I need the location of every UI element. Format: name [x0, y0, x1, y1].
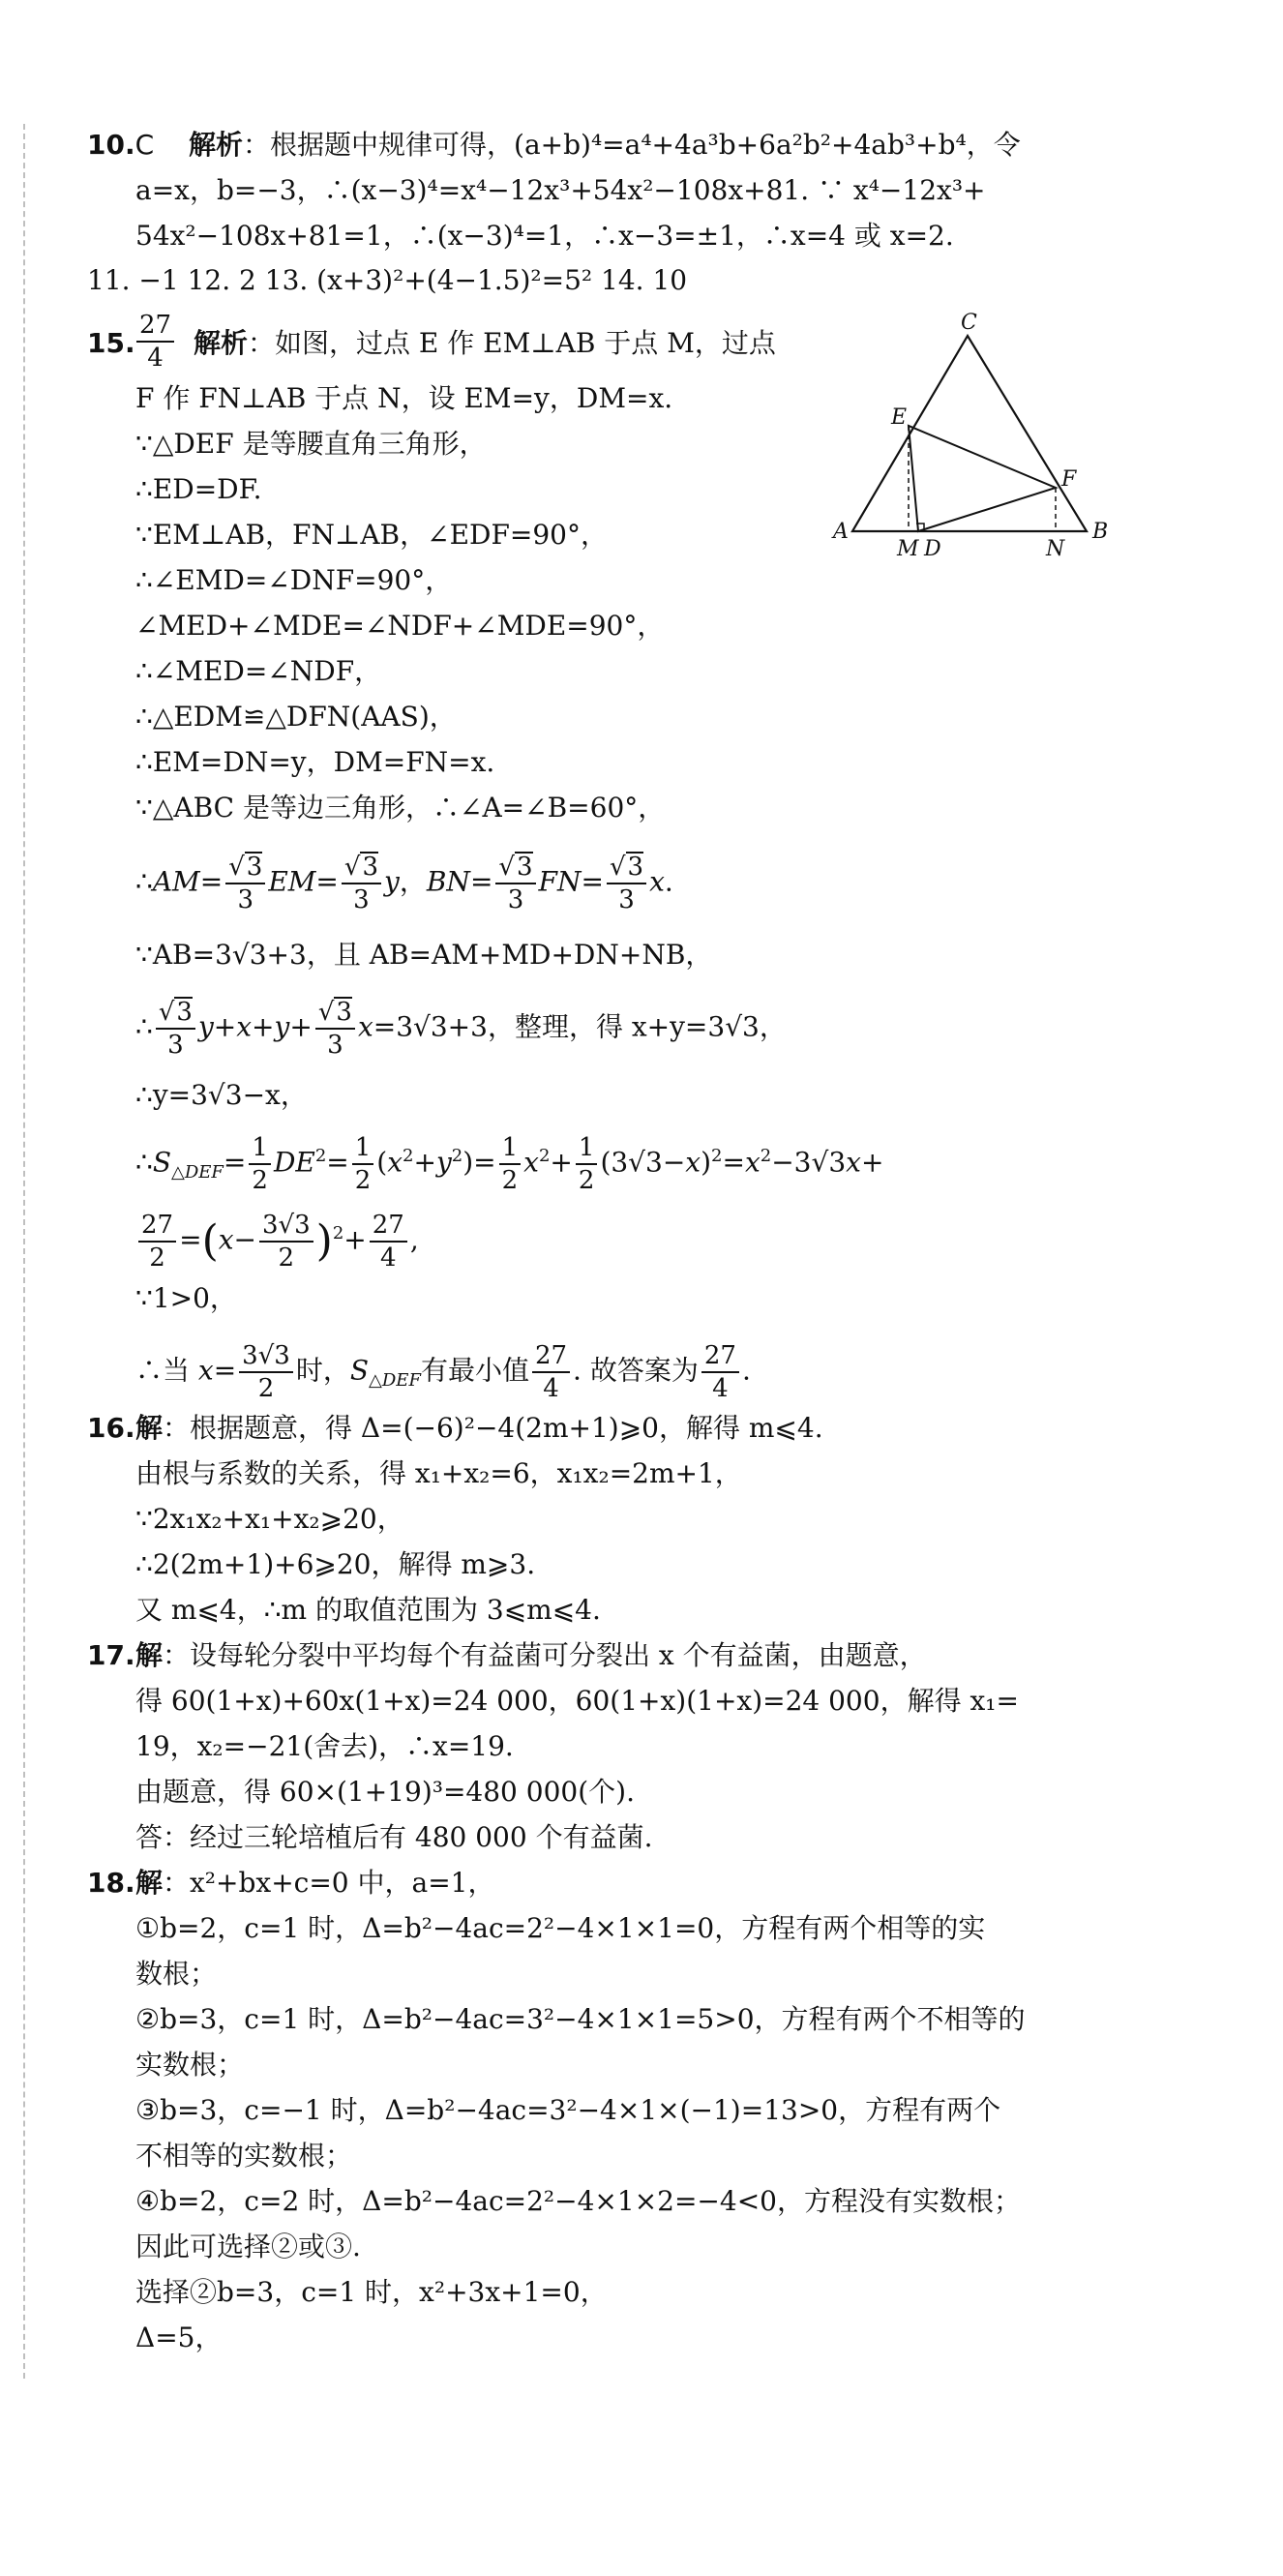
q15-line-14: ∴ $\frac{√3}{3}$ y+x+y+ $\frac{√3}{3}$ x=3√3+3，整理，得 x+y=3√3，	[135, 998, 787, 1060]
q15-line-19: ∴当 x= $\frac{3√3}{2}$ 时，$S_{\triangle DEF}$有最小值 $\frac{27}{4}$ . 故答案为 $\frac{27}{4}$ .	[135, 1341, 751, 1403]
q10-number: 10.C	[87, 129, 155, 161]
q18-line-5: 实数根；	[135, 2049, 245, 2081]
q16-number: 16.	[87, 1412, 135, 1444]
q15-line-6: ∴∠EMD=∠DNF=90°，	[135, 564, 453, 596]
q17-line-5: 答：经过三轮培植后有 480 000 个有益菌.	[135, 1821, 653, 1853]
triangle-abc	[852, 336, 1087, 531]
q15-line-8: ∴∠MED=∠NDF，	[135, 655, 382, 687]
q15-line-17: $\frac{27}{2}$ =(x− $\frac{3√3}{2}$ )$^2$+ $\frac{27}{4}$ ,	[135, 1210, 419, 1273]
q18-line-2: ①b=2，c=1 时，Δ=b²−4ac=2²−4×1×1=0，方程有两个相等的实	[135, 1912, 986, 1944]
q15-number: 15.	[87, 327, 135, 359]
q15-line-10: ∴EM=DN=y，DM=FN=x.	[135, 746, 495, 778]
q18-line-9: 因此可选择②或③.	[135, 2231, 361, 2262]
q15-answer-fraction: $\frac{27}{4}$	[134, 310, 177, 374]
q15-line-7: ∠MED+∠MDE=∠NDF+∠MDE=90°，	[135, 610, 665, 642]
q15-intro: 解析：如图，过点 E 作 EM⊥AB 于点 M，过点	[194, 327, 776, 359]
q18-line-6: ③b=3，c=−1 时，Δ=b²−4ac=3²−4×1×(−1)=13>0，方程有两个	[135, 2094, 1001, 2126]
q18-line-3: 数根；	[135, 1958, 218, 1990]
q16-line-3: ∵2x₁x₂+x₁+x₂⩾20，	[135, 1503, 404, 1535]
triangle-def	[909, 426, 1056, 531]
q10-line-3: 54x²−108x+81=1，∴(x−3)⁴=1，∴x−3=±1，∴x=4 或 x=2.	[135, 220, 954, 252]
q16-line-1: 解：根据题意，得 Δ=(−6)²−4(2m+1)⩾0，解得 m⩽4.	[135, 1412, 823, 1444]
q15-line-4: ∴ED=DF.	[135, 473, 262, 505]
q18-number: 18.	[87, 1867, 135, 1899]
q16-line-5: 又 m⩽4，∴m 的取值范围为 3⩽m⩽4.	[135, 1594, 601, 1626]
label-d: D	[924, 537, 941, 561]
label-n: N	[1046, 537, 1065, 561]
q17-line-3: 19，x₂=−21(舍去)，∴x=19.	[135, 1730, 514, 1762]
label-c: C	[961, 312, 977, 335]
q11-14-answers: 11. −1 12. 2 13. (x+3)²+(4−1.5)²=5² 14. 10	[87, 264, 688, 296]
q15-line-3: ∵△DEF 是等腰直角三角形，	[135, 428, 487, 460]
q18-line-4: ②b=3，c=1 时，Δ=b²−4ac=3²−4×1×1=5>0，方程有两个不相等的	[135, 2003, 1026, 2035]
triangle-figure	[827, 312, 1118, 563]
q17-number: 17.	[87, 1639, 135, 1671]
q16-line-2: 由根与系数的关系，得 x₁+x₂=6，x₁x₂=2m+1，	[135, 1457, 742, 1489]
q15-line-9: ∴△EDM≌△DFN(AAS)，	[135, 701, 457, 733]
label-f: F	[1061, 467, 1077, 492]
q15-line-2: F 作 FN⊥AB 于点 N，设 EM=y，DM=x.	[135, 382, 673, 414]
label-b: B	[1092, 520, 1109, 544]
q15-line-18: ∵1>0，	[135, 1282, 237, 1314]
q18-line-7: 不相等的实数根；	[135, 2140, 353, 2172]
q17-line-4: 由题意，得 60×(1+19)³=480 000(个).	[135, 1776, 635, 1808]
q18-line-8: ④b=2，c=2 时，Δ=b²−4ac=2²−4×1×2=−4<0，方程没有实数根；	[135, 2185, 1021, 2217]
q15-line-11: ∵△ABC 是等边三角形，∴∠A=∠B=60°，	[135, 792, 666, 824]
q10-line-2: a=x，b=−3，∴(x−3)⁴=x⁴−12x³+54x²−108x+81. ∵ x⁴−12x³+	[135, 174, 986, 206]
q18-line-10: 选择②b=3，c=1 时，x²+3x+1=0，	[135, 2276, 608, 2308]
q17-line-1: 解：设每轮分裂中平均每个有益菌可分裂出 x 个有益菌，由题意，	[135, 1639, 927, 1671]
label-e: E	[891, 405, 908, 430]
q15-line-12: ∴AM= $\frac{√3}{3}$ EM= $\frac{√3}{3}$ y，BN= $\frac{√3}{3}$ FN= $\frac{√3}{3}$ x.	[135, 853, 673, 914]
label-m: M	[897, 537, 919, 561]
q17-line-2: 得 60(1+x)+60x(1+x)=24 000，60(1+x)(1+x)=24 000，解得 x₁=	[135, 1685, 1019, 1717]
q15-line-16: $\therefore S_{\triangle DEF}=$ $\frac{1}{2}$ $DE^2=$ $\frac{1}{2}$ $(x^2+y^2)=$ $\frac{1}{2}$ $x^2+$ $\frac{1}{2}$ $(3√3-x)^2=x^2-3√3x+$	[135, 1133, 884, 1195]
q10-line-1: 解析：根据题中规律可得，(a+b)⁴=a⁴+4a³b+6a²b²+4ab³+b⁴，令	[189, 129, 1021, 161]
q15-line-15: ∴y=3√3−x，	[135, 1079, 308, 1111]
q15-line-13: ∵AB=3√3+3，且 AB=AM+MD+DN+NB，	[135, 939, 713, 971]
q18-line-1: 解：x²+bx+c=0 中，a=1，	[135, 1867, 495, 1899]
q15-line-5: ∵EM⊥AB，FN⊥AB，∠EDF=90°，	[135, 519, 608, 551]
label-a: A	[833, 520, 849, 544]
q16-line-4: ∴2(2m+1)+6⩾20，解得 m⩾3.	[135, 1548, 536, 1580]
binding-margin-line	[23, 124, 25, 2379]
q18-line-11: Δ=5，	[135, 2321, 223, 2353]
